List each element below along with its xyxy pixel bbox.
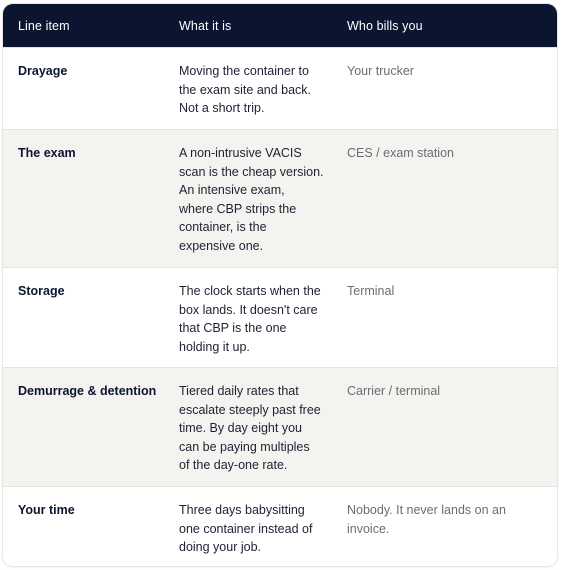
line-item-biller: Carrier / terminal xyxy=(347,384,441,398)
cost-breakdown-table xyxy=(3,4,557,566)
description-line: container, is the xyxy=(179,220,267,235)
line-item-biller: CES / exam station xyxy=(347,146,454,160)
description-line: one container instead of xyxy=(179,521,313,536)
description-line: A non-intrusive VACIS xyxy=(179,146,302,160)
line-item-name: Demurrage & detention xyxy=(18,384,157,398)
description-line: Moving the container to xyxy=(179,64,309,78)
description-line: of the day-one rate. xyxy=(179,458,288,473)
description-line: that CBP is the one xyxy=(179,321,287,336)
line-item-description xyxy=(164,130,332,267)
description-line: The clock starts when the xyxy=(179,284,321,298)
table-row xyxy=(3,129,557,267)
description-line: time. By day eight you xyxy=(179,421,302,436)
description-line: box lands. It doesn't care xyxy=(179,302,318,317)
description-line: can be paying multiples xyxy=(179,439,310,454)
description-line: holding it up. xyxy=(179,339,250,354)
line-item-biller: Terminal xyxy=(347,284,395,298)
table-row xyxy=(3,47,557,129)
description-line: doing your job. xyxy=(179,540,262,555)
line-item-biller: Your trucker xyxy=(347,64,414,78)
line-item-name: Storage xyxy=(18,284,65,298)
line-item-description xyxy=(164,268,332,367)
description-line: Three days babysitting xyxy=(179,503,305,517)
line-item-name: Drayage xyxy=(18,64,68,78)
description-line: where CBP strips the xyxy=(179,201,297,216)
line-item-name: The exam xyxy=(18,146,76,160)
description-line: escalate steeply past free xyxy=(179,402,321,417)
line-item-description xyxy=(164,487,332,566)
line-item-description xyxy=(164,48,332,129)
line-item-description xyxy=(164,368,332,486)
description-line: scan is the cheap version. xyxy=(179,164,324,179)
table-header xyxy=(3,4,557,47)
line-item-name: Your time xyxy=(18,503,75,517)
description-line: Tiered daily rates that xyxy=(179,384,299,398)
description-line: Not a short trip. xyxy=(179,101,265,116)
line-item-biller: Nobody. It never lands on an invoice. xyxy=(347,503,506,536)
table-row xyxy=(3,486,557,566)
description-line: expensive one. xyxy=(179,238,264,253)
table-row xyxy=(3,267,557,367)
header-who-bills-you: Who bills you xyxy=(347,18,423,33)
header-what-it-is: What it is xyxy=(179,18,232,33)
header-line-item: Line item xyxy=(18,18,70,33)
description-line: the exam site and back. xyxy=(179,82,312,97)
table-row xyxy=(3,367,557,486)
description-line: An intensive exam, xyxy=(179,183,285,198)
